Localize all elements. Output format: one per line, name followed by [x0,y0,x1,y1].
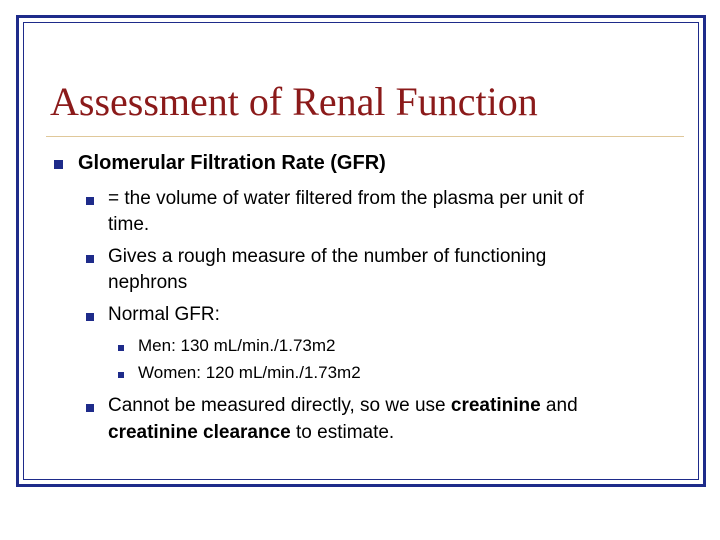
square-bullet-icon [118,372,124,378]
section-heading: Glomerular Filtration Rate (GFR) [78,152,386,174]
list-item-definition-line2: time. [108,214,150,235]
square-bullet-icon [86,313,94,321]
square-bullet-icon [118,345,124,351]
square-bullet-icon [86,255,94,263]
keyword-creatinine: creatinine [450,395,541,416]
sub-item-men: Men: 130 mL/min./1.73m2 [138,336,336,355]
keyword-creatinine-clearance: creatinine clearance [108,422,291,443]
square-bullet-icon [54,160,63,169]
title-divider [46,136,684,137]
square-bullet-icon [86,197,94,205]
list-item-definition-line1: = the volume of water filtered from the plasma per unit of [108,188,584,209]
slide-title: Assessment of Renal Function [50,79,538,124]
sub-item-women: Women: 120 mL/min./1.73m2 [138,363,361,382]
list-item-measure-line2: nephrons [108,272,188,293]
square-bullet-icon [86,404,94,412]
list-item-normal-gfr: Normal GFR: [108,304,220,325]
list-item-measure-line1: Gives a rough measure of the number of functioning [108,246,547,267]
list-item-measurement-line1: Cannot be measured directly, so we use creatinine and [108,395,578,416]
list-item-measurement-line2: creatinine clearance to estimate. [108,422,395,443]
